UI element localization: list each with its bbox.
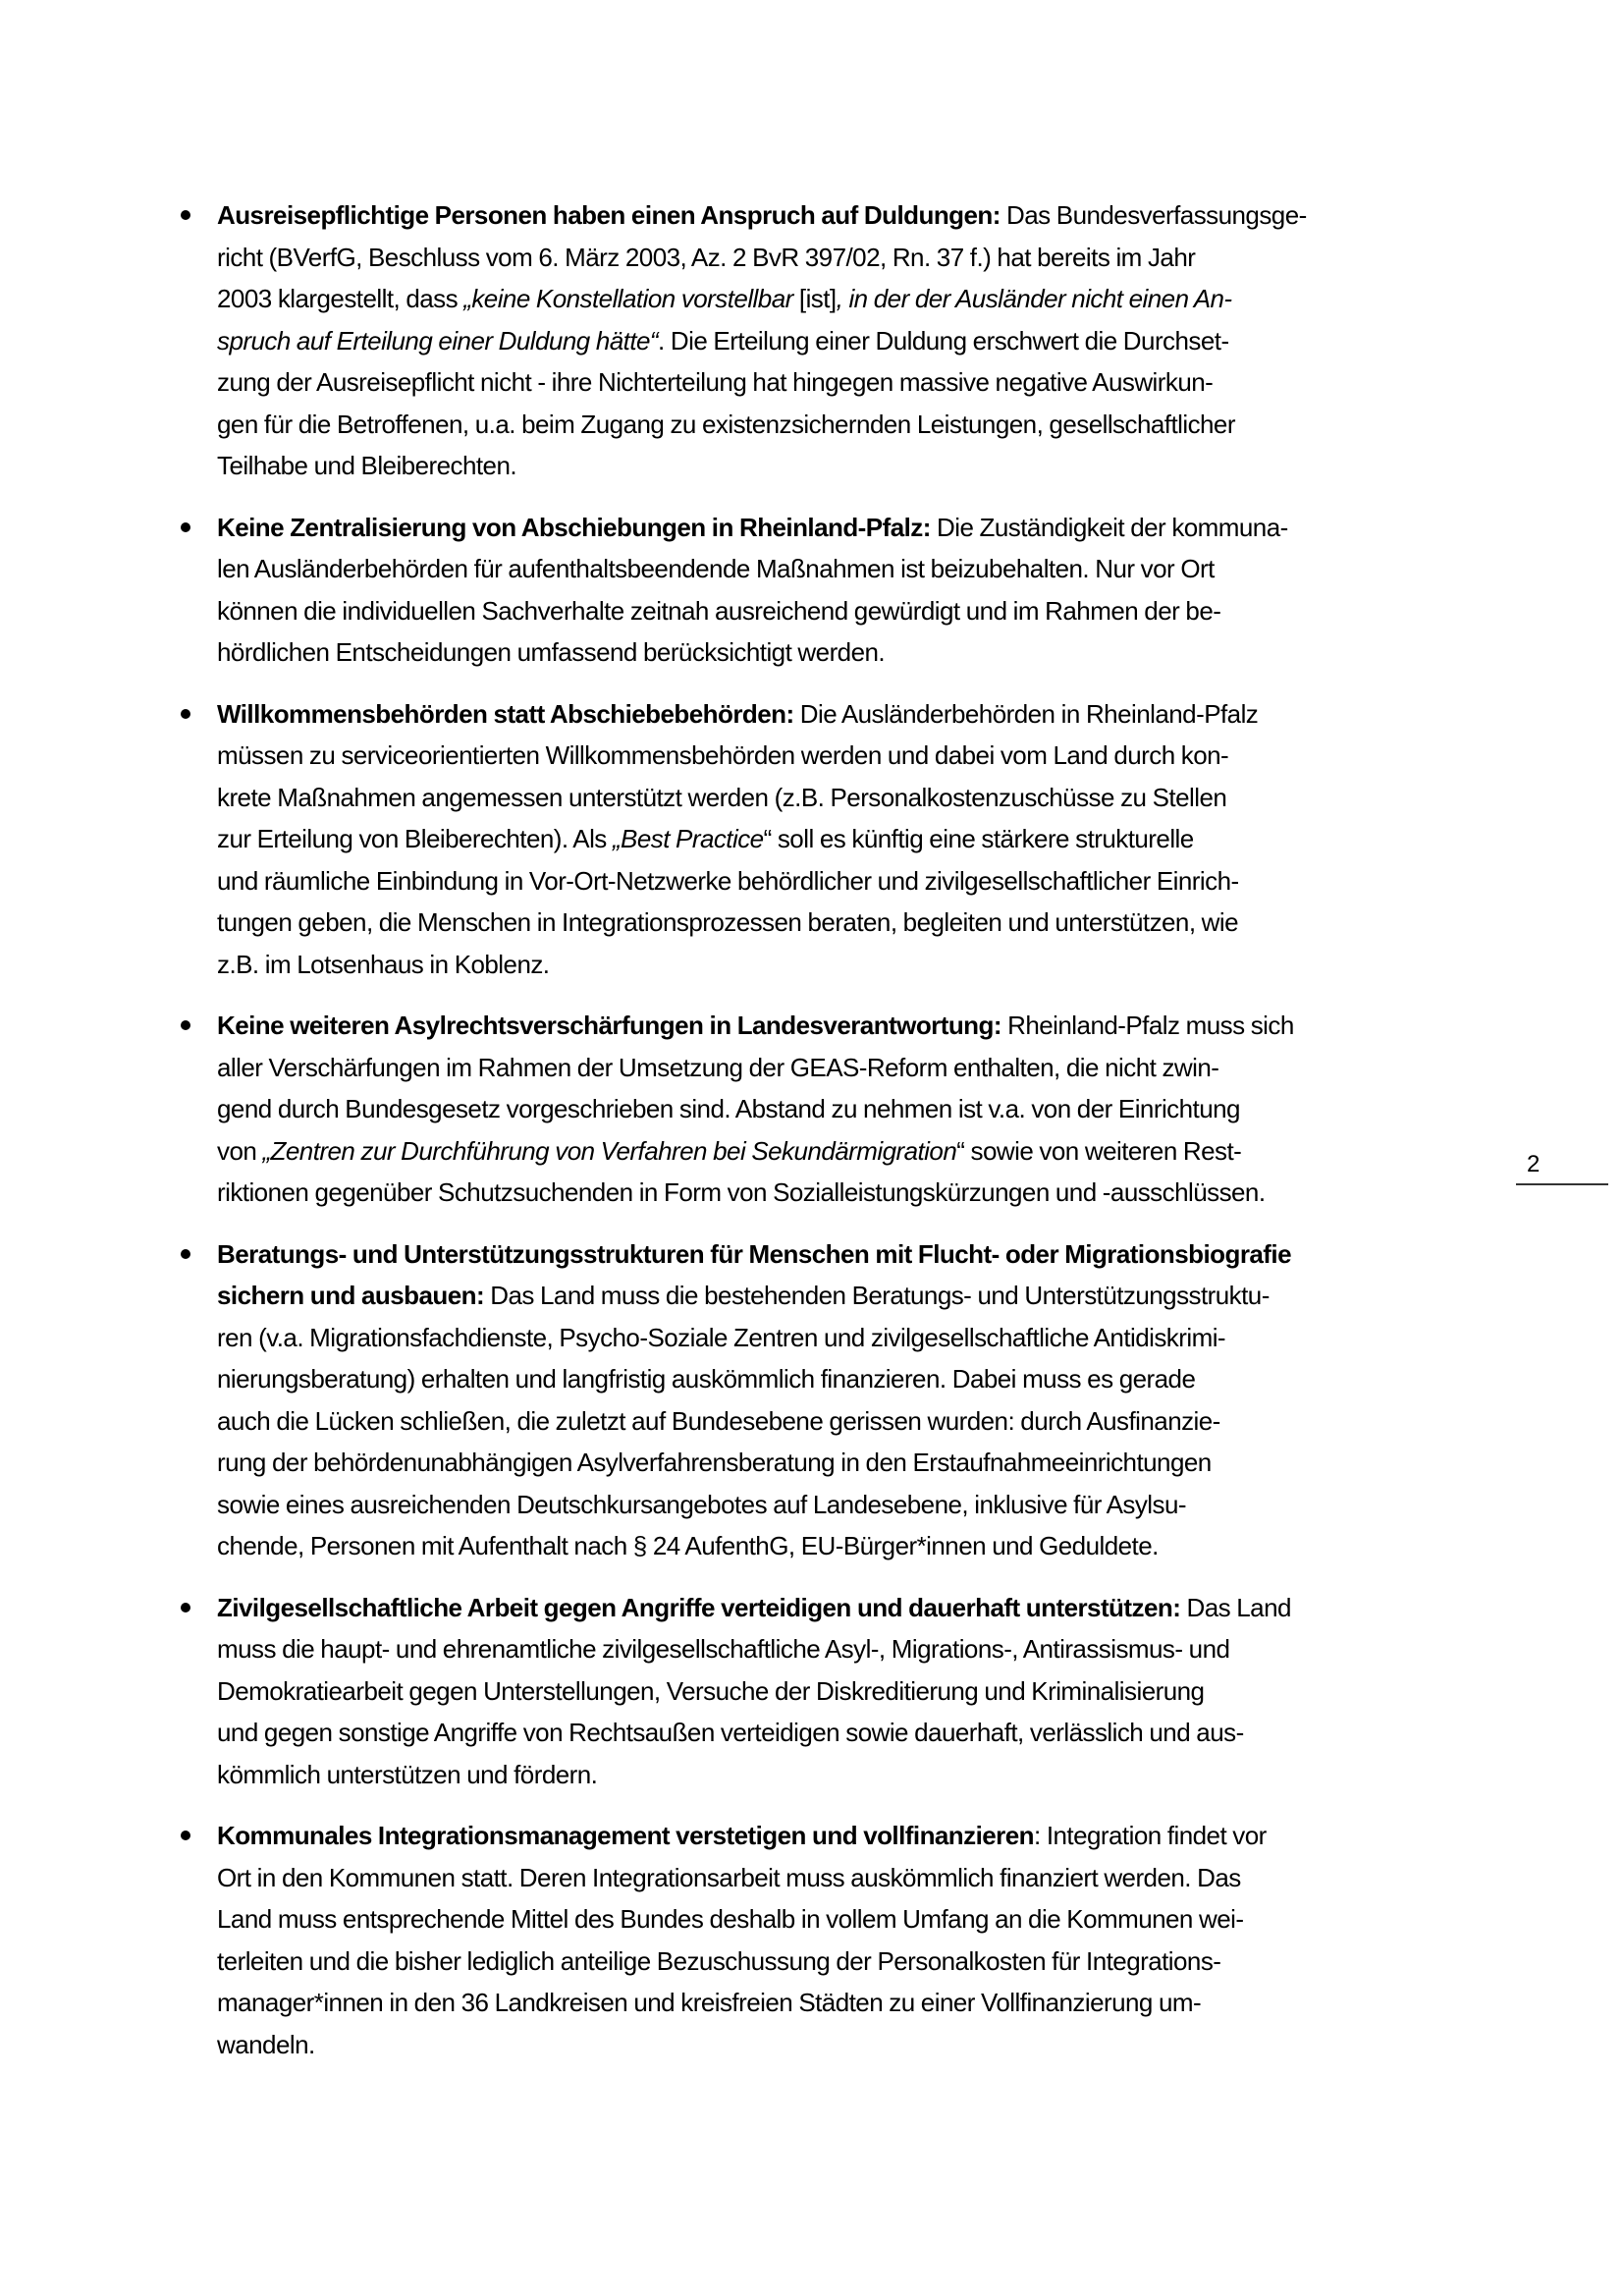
bullet-icon <box>181 1020 190 1030</box>
page-number-rule <box>1516 1183 1608 1185</box>
text-line <box>217 735 1473 777</box>
body-text: sowie eines ausreichenden Deutschkursangebotes auf Landesebene, inklusive für Asylsu- <box>217 1489 1187 1519</box>
body-text: Die Zuständigkeit der kommuna- <box>930 512 1288 542</box>
body-text: [ist] <box>792 284 837 313</box>
bullet-item-zivilgesellschaft <box>167 1587 1473 1796</box>
body-text: hördlichen Entscheidungen umfassend berücksichtigt werden. <box>217 637 886 667</box>
text-line <box>217 1130 1473 1173</box>
text-line <box>217 1005 1473 1047</box>
body-text: zur Erteilung von Bleiberechten). Als <box>217 824 613 853</box>
text-line <box>217 1754 1473 1796</box>
text-line <box>217 1982 1473 2024</box>
text-line <box>217 278 1473 320</box>
text-line <box>217 1233 1473 1276</box>
text-line <box>217 1442 1473 1484</box>
text-line <box>217 1815 1473 1857</box>
demands-bullet-list <box>167 194 1473 2065</box>
bullet-heading: Keine weiteren Asylrechtsverschärfungen in Landesverantwortung: <box>217 1011 1001 1040</box>
bullet-heading: Zivilgesellschaftliche Arbeit gegen Angriffe verteidigen und dauerhaft unterstützen: <box>217 1592 1181 1622</box>
text-line <box>217 1358 1473 1400</box>
body-text: Rheinland-Pfalz muss sich <box>1001 1011 1294 1040</box>
text-line <box>217 1857 1473 1899</box>
body-text: Das Land muss die bestehenden Beratungs- und Unterstützungsstruktu- <box>484 1281 1270 1310</box>
text-line <box>217 693 1473 736</box>
text-line <box>217 631 1473 674</box>
bullet-item-willkommensbehoerden <box>167 693 1473 986</box>
body-text: : Integration findet vor <box>1033 1821 1267 1850</box>
text-line <box>217 194 1473 237</box>
bullet-item-duldungen <box>167 194 1473 487</box>
bullet-item-zentralisierung <box>167 507 1473 674</box>
body-text: gen für die Betroffenen, u.a. beim Zugang zu existenzsichernden Leistungen, gesellschaftlicher <box>217 409 1235 439</box>
body-text: Das Bundesverfassungsge- <box>1000 200 1307 230</box>
body-text: muss die haupt- und ehrenamtliche zivilgesellschaftliche Asyl-, Migrations-, Antirassismus- und <box>217 1634 1230 1664</box>
page-content <box>167 194 1473 2085</box>
body-text: auch die Lücken schließen, die zuletzt auf Bundesebene gerissen wurden: durch Ausfinanzie- <box>217 1405 1220 1436</box>
bullet-heading: Keine Zentralisierung von Abschiebungen in Rheinland-Pfalz: <box>217 512 931 542</box>
bullet-icon <box>181 1603 190 1613</box>
text-line <box>217 1400 1473 1443</box>
text-line <box>217 590 1473 632</box>
page-number: 2 <box>1527 1151 1541 1177</box>
text-line <box>217 902 1473 944</box>
text-line <box>217 1670 1473 1713</box>
body-text: tungen geben, die Menschen in Integrationsprozessen beraten, begleiten und unterstützen, wie <box>217 907 1239 937</box>
text-line <box>217 445 1473 487</box>
body-text: und gegen sonstige Angriffe von Rechtsaußen verteidigen sowie dauerhaft, verlässlich und aus- <box>217 1718 1244 1747</box>
body-text: rung der behördenunabhängigen Asylverfahrensberatung in den Erstaufnahmeeinrichtungen <box>217 1448 1212 1477</box>
body-text: chende, Personen mit Aufenthalt nach § 24 AufenthG, EU-Bürger*innen und Geduldete. <box>217 1531 1159 1560</box>
text-line <box>217 1047 1473 1089</box>
body-text: Teilhabe und Bleiberechten. <box>217 451 517 480</box>
body-text: . Die Erteilung einer Duldung erschwert die Durchset- <box>658 325 1229 355</box>
bullet-icon <box>181 1249 190 1259</box>
text-line <box>217 1587 1473 1629</box>
quoted-text: , in der der Ausländer nicht einen An- <box>836 284 1232 313</box>
bullet-heading: Kommunales Integrationsmanagement verstetigen und vollfinanzieren <box>217 1821 1034 1850</box>
body-text: “ sowie von weiteren Rest- <box>956 1135 1242 1166</box>
body-text: Land muss entsprechende Mittel des Bundes deshalb in vollem Umfang an die Kommunen wei- <box>217 1904 1244 1934</box>
text-line <box>217 1275 1473 1317</box>
body-text: von <box>217 1135 263 1166</box>
body-text: wandeln. <box>217 2029 315 2059</box>
text-line <box>217 1628 1473 1670</box>
body-text: len Ausländerbehörden für aufenthaltsbeendende Maßnahmen ist beizubehalten. Nur vor Ort <box>217 554 1215 583</box>
quoted-text: „keine Konstellation vorstellbar <box>463 284 793 313</box>
body-text: kömmlich unterstützen und fördern. <box>217 1759 598 1789</box>
body-text: Die Ausländerbehörden in Rheinland-Pfalz <box>793 698 1259 729</box>
text-line <box>217 860 1473 902</box>
bullet-heading: Willkommensbehörden statt Abschiebebehörden: <box>217 698 794 729</box>
body-text: ren (v.a. Migrationsfachdienste, Psycho-Soziale Zentren und zivilgesellschaftliche Antidiskrimi- <box>217 1322 1226 1352</box>
quoted-text: spruch auf Erteilung einer Duldung hätte“ <box>217 325 659 355</box>
body-text: nierungsberatung) erhalten und langfristig auskömmlich finanzieren. Dabei muss es gerade <box>217 1364 1196 1394</box>
text-line <box>217 404 1473 446</box>
text-line <box>217 1484 1473 1526</box>
bullet-item-text <box>217 194 1473 487</box>
quoted-text: „Best Practice <box>612 824 764 853</box>
bullet-item-text <box>217 1587 1473 1796</box>
text-line <box>217 1317 1473 1359</box>
text-line <box>217 548 1473 590</box>
body-text: 2003 klargestellt, dass <box>217 284 464 313</box>
bullet-item-asylrechtsverschaerfungen <box>167 1005 1473 1214</box>
bullet-item-beratungsstrukturen <box>167 1233 1473 1567</box>
text-line <box>217 361 1473 404</box>
body-text: Demokratiearbeit gegen Unterstellungen, Versuche der Diskreditierung und Kriminalisierung <box>217 1675 1205 1706</box>
bullet-item-text <box>217 1005 1473 1214</box>
body-text: Ort in den Kommunen statt. Deren Integrationsarbeit muss auskömmlich finanziert werden. Das <box>217 1862 1241 1892</box>
bullet-item-text <box>217 507 1473 674</box>
text-line <box>217 237 1473 279</box>
bullet-heading: Beratungs- und Unterstützungsstrukturen für Menschen mit Flucht- oder Migrationsbiografie <box>217 1238 1291 1269</box>
text-line <box>217 1088 1473 1130</box>
body-text: krete Maßnahmen angemessen unterstützt werden (z.B. Personalkostenzuschüsse zu Stellen <box>217 782 1227 812</box>
bullet-icon <box>181 210 190 220</box>
text-line <box>217 777 1473 819</box>
body-text: und räumliche Einbindung in Vor-Ort-Netzwerke behördlicher und zivilgesellschaftlicher Einrich- <box>217 865 1239 896</box>
text-line <box>217 1712 1473 1754</box>
text-line <box>217 1898 1473 1941</box>
body-text: zung der Ausreisepflicht nicht - ihre Nichterteilung hat hingegen massive negative Auswirkun- <box>217 367 1214 397</box>
body-text: müssen zu serviceorientierten Willkommensbehörden werden und dabei vom Land durch kon- <box>217 740 1229 770</box>
body-text: richt (BVerfG, Beschluss vom 6. März 2003, Az. 2 BvR 397/02, Rn. 37 f.) hat bereits im Jahr <box>217 242 1196 272</box>
body-text: manager*innen in den 36 Landkreisen und kreisfreien Städten zu einer Vollfinanzierung um- <box>217 1988 1202 2017</box>
body-text: Das Land <box>1180 1592 1291 1622</box>
bullet-item-integrationsmanagement <box>167 1815 1473 2065</box>
text-line <box>217 1941 1473 1983</box>
text-line <box>217 2024 1473 2066</box>
quoted-text: „Zentren zur Durchführung von Verfahren bei Sekundärmigration <box>262 1135 957 1166</box>
bullet-item-text <box>217 1233 1473 1567</box>
body-text: riktionen gegenüber Schutzsuchenden in Form von Sozialleistungskürzungen und -ausschlüssen. <box>217 1177 1266 1207</box>
body-text: gend durch Bundesgesetz vorgeschrieben sind. Abstand zu nehmen ist v.a. von der Einrichtung <box>217 1094 1240 1123</box>
text-line <box>217 818 1473 860</box>
text-line <box>217 944 1473 986</box>
bullet-icon <box>181 522 190 532</box>
bullet-icon <box>181 709 190 719</box>
text-line <box>217 320 1473 362</box>
body-text: können die individuellen Sachverhalte zeitnah ausreichend gewürdigt und im Rahmen der be- <box>217 595 1221 626</box>
bullet-heading: Ausreisepflichtige Personen haben einen Anspruch auf Duldungen: <box>217 200 1001 230</box>
body-text: terleiten und die bisher lediglich anteilige Bezuschussung der Personalkosten für Integrations- <box>217 1945 1221 1976</box>
bullet-heading: sichern und ausbauen: <box>217 1281 485 1310</box>
body-text: “ soll es künftig eine stärkere strukturelle <box>763 824 1194 853</box>
bullet-icon <box>181 1831 190 1840</box>
bullet-item-text <box>217 693 1473 986</box>
bullet-item-text <box>217 1815 1473 2065</box>
text-line <box>217 507 1473 549</box>
text-line <box>217 1525 1473 1567</box>
text-line <box>217 1172 1473 1214</box>
body-text: aller Verschärfungen im Rahmen der Umsetzung der GEAS-Reform enthalten, die nicht zwin- <box>217 1052 1219 1082</box>
body-text: z.B. im Lotsenhaus in Koblenz. <box>217 949 550 979</box>
